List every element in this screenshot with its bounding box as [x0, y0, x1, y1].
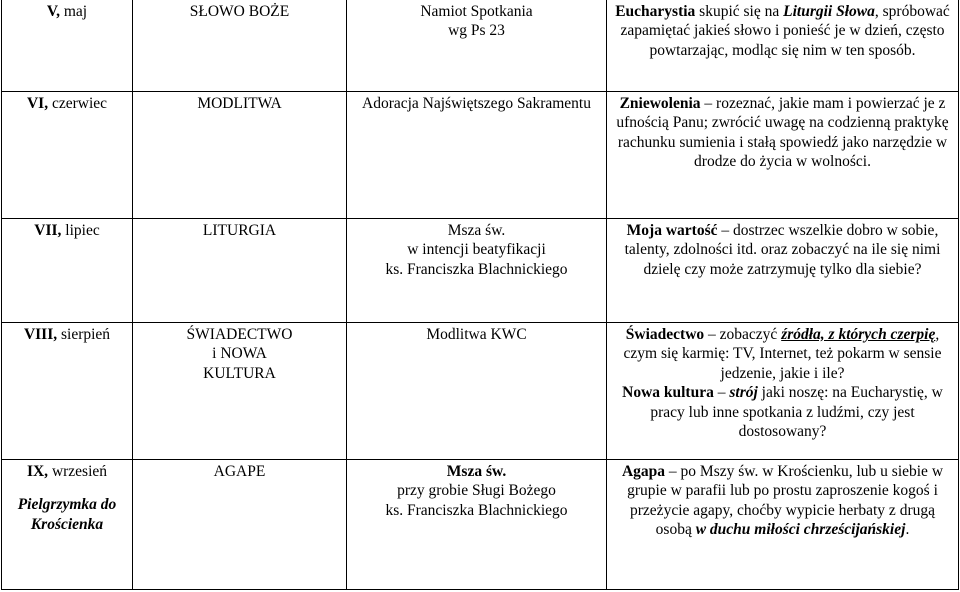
table-row [2, 323, 959, 460]
table-row [2, 219, 959, 323]
description-text: , spróbować zapamiętać jakieś słowo i ponieść je w dzień, często powtarzając, modląc się nim w ten sposób. [620, 3, 950, 59]
month-cell [2, 0, 133, 92]
description-cell [607, 460, 959, 590]
event-text: Modlitwa KWC [426, 326, 527, 343]
description-text: jaki noszę: na Eucharystię, w pracy lub inne spotkania z ludźmi, czy jest dostosowany? [650, 384, 943, 441]
month-cell [2, 460, 133, 590]
theme-text: AGAPE [213, 463, 266, 480]
description-paragraph [611, 383, 954, 441]
month-subtitle: Pielgrzymka do Krościenka [17, 496, 117, 533]
event-line: ks. Franciszka Blachnickiego [385, 501, 568, 519]
theme-text: LITURGIA [202, 222, 277, 239]
description-keyword: Agapa [621, 463, 666, 480]
description-keyword: Eucharystia [615, 3, 696, 20]
description-text: – dostrzec wszelkie dobro w sobie, talenty, zdolności itd. oraz zobaczyć na ile się nimi dzielę czy może zatrzymuję tylko dla siebie? [624, 222, 941, 278]
table-row [2, 0, 959, 92]
description-text: , czym się karmię: TV, Internet, też pokarm w sensie jedzenie, jakie i ile? [623, 326, 942, 382]
theme-line: ŚWIADECTWO [186, 326, 293, 343]
event-line: Msza św. [446, 463, 507, 480]
description-text: . [905, 521, 910, 539]
event-line: przy grobie Sługi Bożego [397, 482, 556, 500]
theme-cell [133, 460, 347, 590]
description-cell [607, 219, 959, 323]
event-line: w intencji beatyfikacji [407, 241, 546, 259]
description-text: – po Mszy św. w Krościenku, lub u siebie w grupie w parafii lub po prostu zaproszenie kogoś i przeżycie agapy, choćby wypicie herbaty z drugą osobą [627, 463, 944, 539]
month-number: V, [46, 3, 60, 20]
formation-plan-table [1, 0, 959, 590]
event-line: Namiot Spotkania [420, 3, 533, 20]
description-keyword: Nowa kultura [622, 384, 714, 402]
theme-cell [133, 92, 347, 219]
event-line: ks. Franciszka Blachnickiego [385, 260, 568, 278]
table-row [2, 92, 959, 219]
description-cell [607, 0, 959, 92]
description-text: – [713, 384, 730, 402]
month-name: sierpień [57, 326, 111, 343]
month-name: lipiec [61, 222, 100, 239]
event-cell [347, 323, 607, 460]
month-cell [2, 323, 133, 460]
description-emphasis: Liturgii Słowa [783, 3, 875, 20]
description-keyword: Zniewolenia [619, 95, 701, 112]
event-cell [347, 219, 607, 323]
event-cell [347, 460, 607, 590]
theme-text: MODLITWA [197, 95, 282, 112]
table-row [2, 460, 959, 590]
theme-cell [133, 219, 347, 323]
description-emphasis: strój [729, 384, 758, 402]
month-cell [2, 219, 133, 323]
month-number: IX, [26, 463, 49, 480]
event-cell [347, 92, 607, 219]
description-emphasis: w duchu miłości chrześcijańskiej [695, 521, 906, 539]
month-name: wrzesień [48, 463, 108, 480]
description-paragraph [611, 325, 954, 383]
description-keyword: Moja wartość [626, 222, 718, 239]
month-name: maj [59, 3, 88, 20]
description-cell [607, 323, 959, 460]
theme-line: KULTURA [203, 364, 276, 382]
description-emphasis: źródła, z których czerpię [781, 326, 936, 343]
description-text: – rozeznać, jakie mam i powierzać je z ufnością Panu; zwrócić uwagę na codzienną praktykę rachunku sumienia i stałą spowiedź jako narzędzie w drodze do życia w wolności. [616, 95, 949, 171]
theme-cell [133, 0, 347, 92]
month-number: VI, [26, 95, 49, 112]
month-number: VII, [34, 222, 62, 239]
theme-line: i NOWA [212, 345, 267, 363]
event-text: Adoracja Najświętszego Sakramentu [362, 95, 591, 112]
description-text: skupić się na [695, 3, 784, 20]
event-line: wg Ps 23 [448, 22, 505, 40]
event-line: Msza św. [447, 222, 506, 239]
month-cell [2, 92, 133, 219]
description-cell [607, 92, 959, 219]
description-text: – zobaczyć [704, 326, 782, 343]
theme-cell [133, 323, 347, 460]
month-number: VIII, [23, 326, 58, 343]
description-keyword: Świadectwo [625, 326, 705, 343]
month-name: czerwiec [48, 95, 108, 112]
event-cell [347, 0, 607, 92]
theme-text: SŁOWO BOŻE [189, 3, 290, 20]
